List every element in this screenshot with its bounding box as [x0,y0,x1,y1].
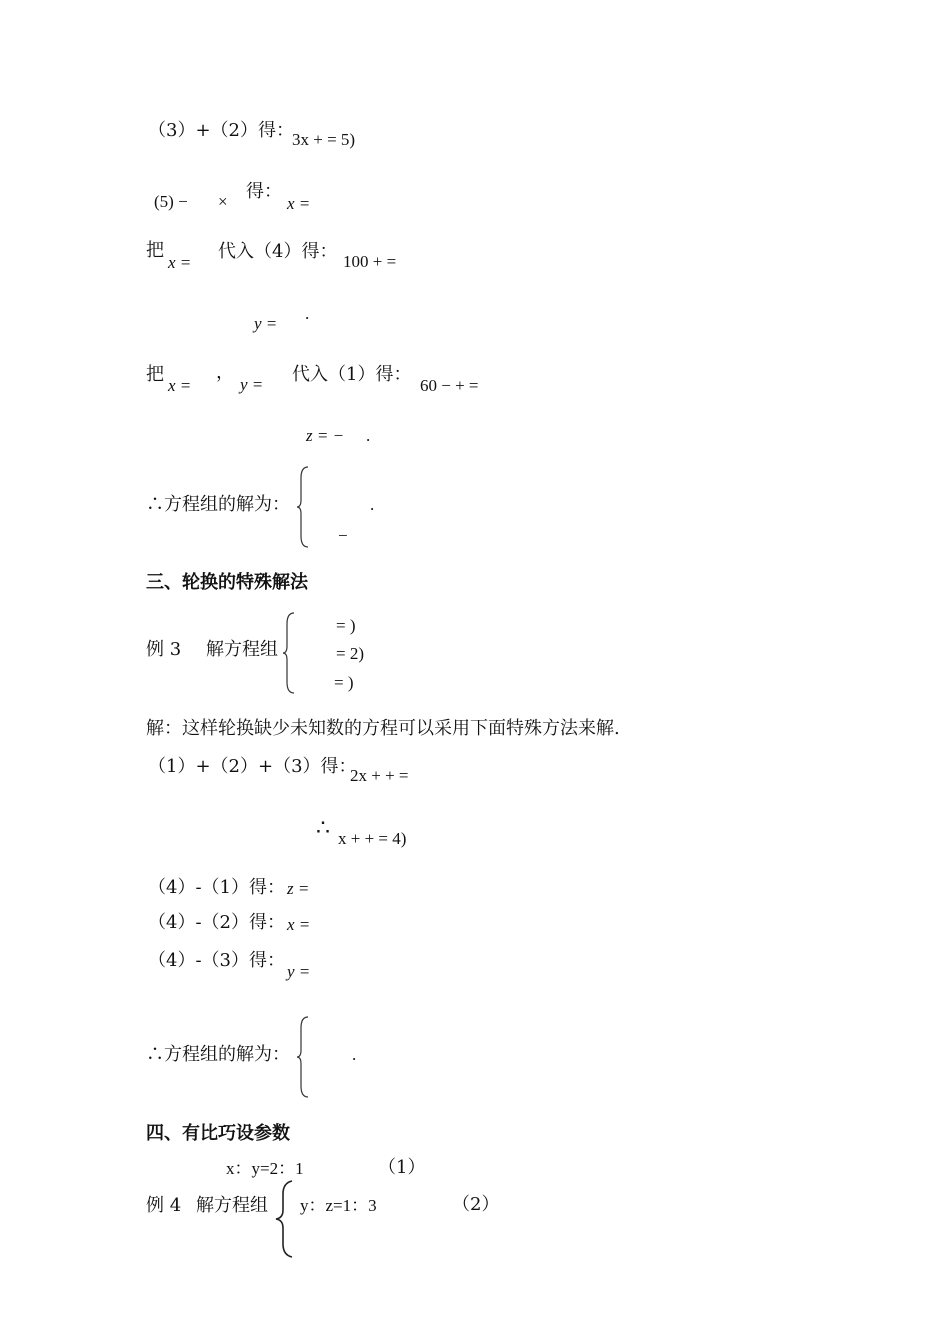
example-3-label: 例 3 [146,639,182,660]
period-4: . [352,1045,357,1064]
period-3: . [370,495,375,514]
section-4-heading: 四、有比巧设参数 [146,1123,290,1144]
sum-label: （1）+（2）+（3）得： [148,756,357,777]
times-sign: × [218,192,228,211]
therefore-equation: x + + = 4) [338,829,407,848]
x-result: x = [287,915,311,934]
system-row-2: = 2) [336,644,364,663]
solution-intro: 解：这样轮换缺少未知数的方程可以采用下面特殊方法来解. [146,718,620,739]
solution-label-1: ∴方程组的解为： [146,494,290,515]
step-3-plus-2-equation: 3x + = 5) [292,130,356,149]
substitute-1-label: 代入（1）得： [292,364,412,385]
left-brace-3 [296,1016,312,1098]
left-brace-1 [296,466,312,548]
z-result: z = [287,879,310,898]
left-brace-4 [274,1180,296,1258]
ba-label-1: 把 [146,240,164,261]
ratio-eq-2: y：z=1：3 [300,1196,377,1215]
x-equals-1: x = [287,194,311,213]
equation-60: 60 − + = [420,376,479,395]
example-3-text: 解方程组 [206,639,278,660]
step-4-minus-3-label: （4）-（3）得： [148,950,285,971]
left-brace-2 [282,612,298,694]
period-2: . [366,426,371,445]
minus-sign: − [338,526,348,545]
step-4-minus-2-label: （4）-（2）得： [148,912,285,933]
solution-label-2: ∴方程组的解为： [146,1044,290,1065]
de-label: 得： [246,181,282,202]
eq-1-number: （1） [378,1157,426,1178]
system-row-3: = ) [334,673,354,692]
y-result: y = [287,962,311,981]
ratio-eq-1: x：y=2：1 [226,1159,304,1178]
step-3-plus-2-label: （3）+（2）得： [148,120,294,141]
ba-label-2: 把 [146,364,164,385]
z-equals: z = − [306,426,345,445]
eq-2-number: （2） [452,1194,500,1215]
system-row-1: = ) [336,616,356,635]
substitute-4-label: 代入（4）得： [218,241,338,262]
x-equals-3: x = [168,376,192,395]
example-4-label: 例 4 [146,1195,182,1216]
section-3-heading: 三、轮换的特殊解法 [146,572,308,593]
step-4-minus-1-label: （4）-（1）得： [148,877,285,898]
comma: ， [216,362,234,383]
y-equals-2: y = [240,375,264,394]
y-equals-1: y = [254,314,278,333]
step-5-label: (5) − [154,192,188,211]
x-equals-2: x = [168,253,192,272]
therefore-symbol: ∴ [316,816,330,841]
period-1: . [305,304,310,323]
equation-100: 100 + = [343,252,397,271]
sum-equation: 2x + + = [350,766,409,785]
example-4-text: 解方程组 [196,1195,268,1216]
